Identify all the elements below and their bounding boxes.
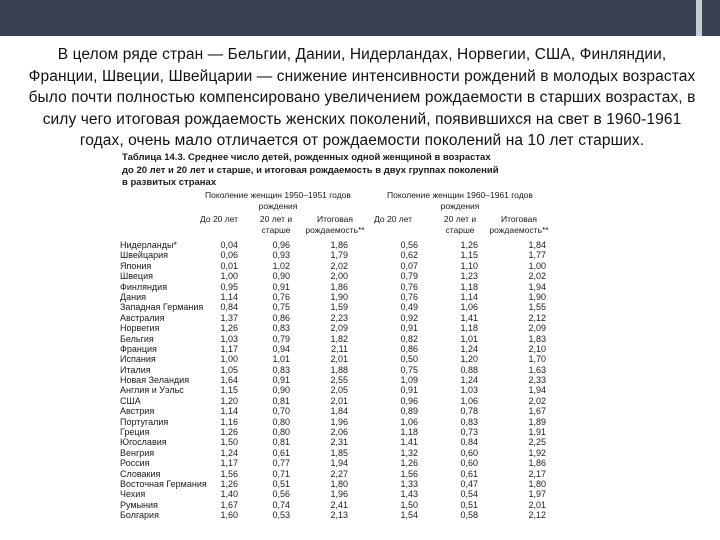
g2-total-cell: 1,63 [528,364,546,375]
table-row [118,478,546,489]
table-row [118,354,546,365]
g2-under20-cell: 0,96 [400,395,418,406]
g2-under20-cell: 0,89 [400,406,418,417]
g2-under20-cell: 0,91 [400,385,418,396]
g2-total-cell: 1,91 [528,427,546,438]
table-title: Таблица 14.3. Среднее число детей, рожденных одной женщиной в возрастах до 20 лет и 20 лет и старше, и итоговая рождаемость в двух группах поколений в развитых странах [122,152,499,188]
g1-over20-cell: 1,02 [272,260,290,271]
g2-over20-cell: 0,83 [460,416,478,427]
g1-under20-cell: 1,14 [220,406,238,417]
country-cell: Словакия [120,468,161,479]
table-row [118,510,546,521]
g1-total-cell: 1,88 [330,364,348,375]
g1-under20-cell: 1,60 [220,510,238,521]
country-cell: Греция [120,427,150,438]
g1-total-cell: 1,85 [330,447,348,458]
g2-under20-cell: 0,75 [400,364,418,375]
g2-over20-cell: 1,24 [460,343,478,354]
g2-total-cell: 2,02 [528,271,546,282]
g1-under20-cell: 0,95 [220,281,238,292]
table-row [118,271,546,282]
table-row [118,281,546,292]
g1-total-cell: 2,41 [330,499,348,510]
g2-under20-cell: 0,76 [400,291,418,302]
g1-under20-cell: 1,50 [220,437,238,448]
g1-col-total: Итоговая рождаемость** [305,214,365,235]
table-row [118,499,546,510]
country-cell: Англия и Уэльс [120,385,184,396]
g1-under20-cell: 0,04 [220,240,238,250]
g1-over20-cell: 0,61 [272,447,290,458]
g2-over20-cell: 1,23 [460,271,478,282]
country-cell: Швеция [120,271,153,282]
country-cell: Дания [120,291,146,302]
g1-under20-cell: 1,64 [220,375,238,386]
g1-over20-cell: 0,53 [272,510,290,521]
g1-under20-cell: 1,56 [220,468,238,479]
g2-col-under20: До 20 лет [374,214,413,224]
g2-total-cell: 1,84 [528,240,546,250]
g1-under20-cell: 1,26 [220,478,238,489]
g1-over20-cell: 0,80 [272,416,290,427]
g2-under20-cell: 0,56 [400,240,418,250]
g1-total-cell: 1,59 [330,302,348,313]
g1-under20-cell: 1,26 [220,323,238,334]
g1-col-over20: 20 лет и старше [259,214,293,235]
table-row [118,240,546,250]
g2-over20-cell: 0,47 [460,478,478,489]
g2-total-cell: 1,67 [528,406,546,417]
g1-under20-cell: 1,15 [220,385,238,396]
g2-total-cell: 1,92 [528,447,546,458]
g1-over20-cell: 0,96 [272,240,290,250]
g1-total-cell: 1,96 [330,416,348,427]
g2-under20-cell: 0,91 [400,323,418,334]
country-cell: Венгрия [120,447,155,458]
table-row [118,323,546,334]
g2-total-cell: 2,12 [528,312,546,323]
g2-over20-cell: 0,54 [460,489,478,500]
table-row [118,333,546,344]
g2-over20-cell: 1,18 [460,323,478,334]
g1-total-cell: 1,86 [330,240,348,250]
g2-over20-cell: 1,24 [460,375,478,386]
g1-total-cell: 1,96 [330,489,348,500]
g1-under20-cell: 1,00 [220,271,238,282]
g1-total-cell: 2,23 [330,312,348,323]
g2-over20-cell: 1,06 [460,395,478,406]
g2-over20-cell: 0,61 [460,468,478,479]
country-cell: Румыния [120,499,158,510]
table-row [118,427,546,438]
g1-under20-cell: 1,20 [220,395,238,406]
g1-over20-cell: 0,91 [272,375,290,386]
g2-under20-cell: 1,18 [400,427,418,438]
table-row [118,260,546,271]
g2-total-cell: 2,17 [528,468,546,479]
g2-under20-cell: 1,09 [400,375,418,386]
g1-total-cell: 1,90 [330,291,348,302]
g1-under20-cell: 1,24 [220,447,238,458]
g2-under20-cell: 1,54 [400,510,418,521]
g1-under20-cell: 1,67 [220,499,238,510]
g2-under20-cell: 0,50 [400,354,418,365]
g2-total-cell: 2,33 [528,375,546,386]
g1-over20-cell: 0,90 [272,385,290,396]
country-cell: Восточная Германия [120,478,207,489]
g1-total-cell: 1,80 [330,478,348,489]
table-row [118,489,546,500]
g1-under20-cell: 1,00 [220,354,238,365]
g1-total-cell: 2,09 [330,323,348,334]
country-cell: Чехия [120,489,146,500]
g2-under20-cell: 0,92 [400,312,418,323]
g1-over20-cell: 0,83 [272,323,290,334]
g1-over20-cell: 0,51 [272,478,290,489]
g2-over20-cell: 1,10 [460,260,478,271]
g1-over20-cell: 0,71 [272,468,290,479]
g1-over20-cell: 0,74 [272,499,290,510]
g1-total-cell: 2,55 [330,375,348,386]
g1-under20-cell: 1,17 [220,458,238,469]
g1-under20-cell: 0,84 [220,302,238,313]
table-row [118,458,546,469]
g1-over20-cell: 1,01 [272,354,290,365]
g2-total-cell: 1,83 [528,333,546,344]
g2-under20-cell: 0,82 [400,333,418,344]
table-row [118,312,546,323]
table-row [118,250,546,261]
table-row [118,395,546,406]
table-row [118,416,546,427]
g2-total-cell: 1,70 [528,354,546,365]
g1-total-cell: 2,05 [330,385,348,396]
g2-under20-cell: 1,06 [400,416,418,427]
g1-over20-cell: 0,76 [272,291,290,302]
g2-over20-cell: 0,73 [460,427,478,438]
table-header [118,190,549,238]
g1-total-cell: 2,06 [330,427,348,438]
g2-under20-cell: 1,26 [400,458,418,469]
g1-over20-cell: 0,75 [272,302,290,313]
country-cell: Норвегия [120,323,160,334]
slide-top-bar-accent [696,0,702,36]
g2-over20-cell: 1,20 [460,354,478,365]
g1-under20-cell: 1,17 [220,343,238,354]
g2-under20-cell: 0,62 [400,250,418,261]
table-row [118,406,546,417]
g2-over20-cell: 0,84 [460,437,478,448]
g2-total-cell: 1,94 [528,281,546,292]
g1-total-cell: 1,86 [330,281,348,292]
g1-under20-cell: 1,16 [220,416,238,427]
g2-col-total: Итоговая рождаемость** [489,214,549,235]
table-row [118,437,546,448]
country-cell: Испания [120,354,156,365]
g2-under20-cell: 1,33 [400,478,418,489]
g2-over20-cell: 0,78 [460,406,478,417]
g1-under20-cell: 1,40 [220,489,238,500]
g1-total-cell: 2,13 [330,510,348,521]
g2-over20-cell: 1,01 [460,333,478,344]
slide-top-bar [0,0,720,36]
g2-total-cell: 2,01 [528,499,546,510]
g2-over20-cell: 1,06 [460,302,478,313]
slide-body-text: В целом ряде стран — Бельгии, Дании, Нидерландах, Норвегии, США, Финляндии, Франции, Швеции, Швейцарии — снижение интенсивности рождений в молодых возрастах было почти полностью компенсировано увеличением рождаемости в старших возрастах, в силу чего итоговая рождаемость женских поколений, появившихся на свет в 1960-1961 годах, очень мало отличается от рождаемости поколений на 10 лет старших. [28,46,696,149]
g1-over20-cell: 0,91 [272,281,290,292]
country-cell: Швейцария [120,250,169,261]
g2-under20-cell: 0,79 [400,271,418,282]
g2-under20-cell: 1,50 [400,499,418,510]
g2-over20-cell: 0,51 [460,499,478,510]
g2-over20-cell: 1,03 [460,385,478,396]
g2-total-cell: 1,55 [528,302,546,313]
g2-under20-cell: 0,86 [400,343,418,354]
g2-over20-cell: 1,14 [460,291,478,302]
country-cell: Югославия [120,437,167,448]
country-cell: Франция [120,343,157,354]
g1-under20-cell: 0,01 [220,260,238,271]
g1-total-cell: 2,31 [330,437,348,448]
g2-col-over20: 20 лет и старше [443,214,477,235]
table-row [118,302,546,313]
g1-under20-cell: 1,14 [220,291,238,302]
g2-over20-cell: 0,60 [460,447,478,458]
g2-total-cell: 1,90 [528,291,546,302]
g2-total-cell: 1,86 [528,458,546,469]
table-body [118,240,546,521]
g1-over20-cell: 0,81 [272,437,290,448]
g2-over20-cell: 0,88 [460,364,478,375]
g2-total-cell: 1,89 [528,416,546,427]
g2-under20-cell: 1,41 [400,437,418,448]
g2-over20-cell: 1,18 [460,281,478,292]
g1-over20-cell: 0,83 [272,364,290,375]
g1-under20-cell: 1,37 [220,312,238,323]
g1-over20-cell: 0,81 [272,395,290,406]
g1-total-cell: 1,84 [330,406,348,417]
g1-over20-cell: 0,56 [272,489,290,500]
g2-over20-cell: 1,41 [460,312,478,323]
g2-total-cell: 1,00 [528,260,546,271]
g2-under20-cell: 0,07 [400,260,418,271]
country-cell: Новая Зеландия [120,375,190,386]
g2-under20-cell: 0,49 [400,302,418,313]
country-cell: Португалия [120,416,169,427]
g2-total-cell: 2,12 [528,510,546,521]
g1-total-cell: 2,01 [330,354,348,365]
country-cell: Бельгия [120,333,154,344]
table-row [118,291,546,302]
g2-total-cell: 2,09 [528,323,546,334]
g2-over20-cell: 1,26 [460,240,478,250]
g2-over20-cell: 0,58 [460,510,478,521]
g2-over20-cell: 1,15 [460,250,478,261]
g2-total-cell: 2,10 [528,343,546,354]
scanned-table [118,152,549,540]
country-cell: Австралия [120,312,165,323]
country-cell: Италия [120,364,151,375]
g1-over20-cell: 0,70 [272,406,290,417]
g1-under20-cell: 0,06 [220,250,238,261]
g2-over20-cell: 0,60 [460,458,478,469]
g2-under20-cell: 1,56 [400,468,418,479]
g2-total-cell: 2,02 [528,395,546,406]
table-row [118,468,546,479]
g2-total-cell: 1,80 [528,478,546,489]
country-cell: Западная Германия [120,302,204,313]
table-row [118,343,546,354]
g1-total-cell: 1,94 [330,458,348,469]
g1-total-cell: 2,11 [331,343,348,354]
g1-total-cell: 2,27 [330,468,348,479]
table-row [118,375,546,386]
g1-over20-cell: 0,90 [272,271,290,282]
table-row [118,385,546,396]
country-cell: Болгария [120,510,159,521]
g1-under20-cell: 1,26 [220,427,238,438]
g1-over20-cell: 0,94 [272,343,290,354]
g2-total-cell: 2,25 [528,437,546,448]
g1-over20-cell: 0,79 [272,333,290,344]
g1-total-cell: 2,00 [330,271,348,282]
g1-total-cell: 1,79 [330,250,348,261]
group1-header: Поколение женщин 1950–1951 годов рождения [205,190,351,211]
g1-total-cell: 2,02 [330,260,348,271]
g2-total-cell: 1,97 [528,489,546,500]
group2-header: Поколение женщин 1960–1961 годов рождения [387,190,533,211]
country-cell: Нидерланды* [120,240,177,250]
g1-over20-cell: 0,93 [272,250,290,261]
g1-total-cell: 1,82 [330,333,348,344]
g2-total-cell: 1,94 [528,385,546,396]
g1-under20-cell: 1,05 [220,364,238,375]
g2-under20-cell: 1,32 [400,447,418,458]
country-cell: Россия [120,458,150,469]
g1-under20-cell: 1,03 [220,333,238,344]
g1-col-under20: До 20 лет [200,214,239,224]
country-cell: Финляндия [120,281,168,292]
g2-under20-cell: 0,76 [400,281,418,292]
country-cell: Япония [120,260,152,271]
table-row [118,364,546,375]
g2-total-cell: 1,77 [528,250,546,261]
g1-over20-cell: 0,77 [272,458,290,469]
country-cell: Австрия [120,406,155,417]
g1-over20-cell: 0,80 [272,427,290,438]
country-cell: США [120,395,141,406]
table-row [118,447,546,458]
g2-under20-cell: 1,43 [400,489,418,500]
g1-over20-cell: 0,86 [272,312,290,323]
g1-total-cell: 2,01 [330,395,348,406]
